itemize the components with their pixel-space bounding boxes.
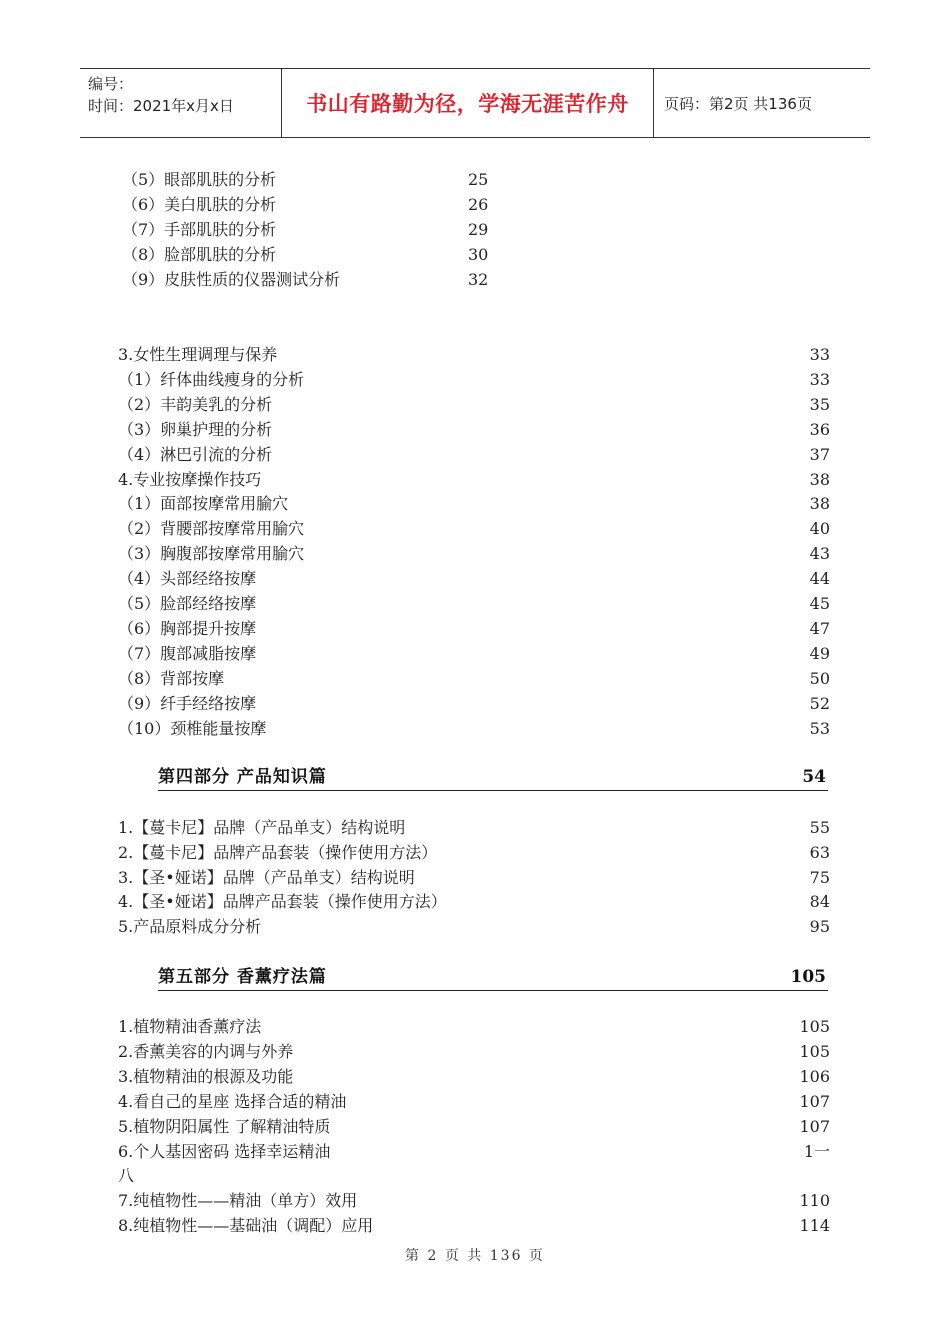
toc-entry-label: （8）背部按摩 xyxy=(118,668,225,688)
toc-entry[interactable] xyxy=(118,866,830,890)
toc-entry-label: 4.专业按摩操作技巧 xyxy=(118,469,262,489)
toc-entry-label: 8.纯植物性——基础油（调配）应用 xyxy=(118,1216,374,1236)
toc-entry-label: 八 xyxy=(118,1166,135,1186)
section-title: 第五部分 香薰疗法篇 xyxy=(158,967,327,987)
toc-entry-page: 50 xyxy=(809,668,830,688)
toc-entry-page: 84 xyxy=(809,892,830,912)
toc-entry-page: 40 xyxy=(809,519,830,539)
toc-entry-label: （3）胸腹部按摩常用腧穴 xyxy=(118,544,305,564)
toc-entry[interactable] xyxy=(122,243,830,267)
toc-entry-page: 36 xyxy=(809,419,830,439)
toc-entry[interactable] xyxy=(118,1040,830,1064)
toc-entry-label: （6）胸部提升按摩 xyxy=(118,618,257,638)
document-date: 时间：2021年x月x日 xyxy=(88,97,234,115)
toc-entry-label: 1.植物精油香薰疗法 xyxy=(118,1017,262,1036)
section-heading-part4[interactable] xyxy=(158,764,828,791)
toc-entry[interactable] xyxy=(118,1140,830,1164)
toc-entry-label: （2）丰韵美乳的分析 xyxy=(118,394,273,414)
toc-entry-label: 3.女性生理调理与保养 xyxy=(118,345,278,364)
toc-entry[interactable] xyxy=(118,1090,830,1114)
toc-entry[interactable] xyxy=(118,567,830,591)
toc-entry-label: 2.【蔓卡尼】品牌产品套装（操作使用方法） xyxy=(118,842,438,862)
toc-entry-page: 30 xyxy=(468,245,489,264)
toc-entry-label: （2）背腰部按摩常用腧穴 xyxy=(118,519,305,539)
toc-entry[interactable] xyxy=(118,592,830,616)
toc-entry-label: （4）淋巴引流的分析 xyxy=(118,444,273,464)
toc-entry-label: （7）手部肌肤的分析 xyxy=(122,220,277,239)
toc-entry-label: （6）美白肌肤的分析 xyxy=(122,195,277,214)
toc-entry-page: 45 xyxy=(809,594,830,613)
toc-entry-label: 3.【圣•娅诺】品牌（产品单支）结构说明 xyxy=(118,867,415,887)
toc-entry[interactable] xyxy=(118,468,830,492)
toc-entry-label: 7.纯植物性——精油（单方）效用 xyxy=(118,1191,358,1211)
toc-entry-page: 114 xyxy=(799,1216,830,1236)
page-header xyxy=(80,68,870,138)
toc-entry[interactable] xyxy=(118,642,830,666)
toc-entry-page: 107 xyxy=(799,1091,830,1111)
toc-entry-page: 43 xyxy=(809,544,830,564)
section-heading-part5[interactable] xyxy=(158,964,828,991)
toc-entry-page: 75 xyxy=(809,867,830,887)
toc-entry[interactable] xyxy=(118,492,830,516)
toc-entry-label: （8）脸部肌肤的分析 xyxy=(122,245,277,264)
toc-entry[interactable] xyxy=(118,1065,830,1089)
toc-entry-label: （5）脸部经络按摩 xyxy=(118,594,257,613)
toc-entry-label: 5.产品原料成分分析 xyxy=(118,917,262,937)
toc-entry[interactable] xyxy=(118,418,830,442)
toc-entry-page: 1一 xyxy=(803,1141,830,1161)
toc-entry[interactable] xyxy=(122,268,830,292)
toc-entry[interactable] xyxy=(118,1214,830,1238)
toc-entry[interactable] xyxy=(118,1015,830,1039)
page-footer: 第 2 页 共 136 页 xyxy=(405,1248,545,1264)
toc-entry-label: 5.植物阴阳属性 了解精油特质 xyxy=(118,1116,331,1136)
toc-entry-page: 105 xyxy=(799,1017,830,1036)
toc-entry[interactable] xyxy=(118,1189,830,1213)
toc-entry-page: 33 xyxy=(809,369,830,389)
toc-entry[interactable] xyxy=(118,841,830,865)
toc-entry[interactable] xyxy=(118,617,830,641)
toc-entry[interactable] xyxy=(122,193,830,217)
toc-entry[interactable] xyxy=(118,890,830,914)
header-motto: 书山有路勤为径，学海无涯苦作舟 xyxy=(282,69,654,137)
toc-entry-page: 110 xyxy=(799,1191,830,1211)
toc-entry[interactable] xyxy=(118,542,830,566)
toc-entry-page: 37 xyxy=(809,444,830,464)
toc-entry[interactable] xyxy=(118,1115,830,1139)
toc-entry-page: 106 xyxy=(799,1066,830,1086)
document-number-label: 编号： xyxy=(88,75,134,93)
toc-entry[interactable] xyxy=(118,368,830,392)
toc-entry-label: 2.香薰美容的内调与外养 xyxy=(118,1041,294,1061)
toc-entry-page: 49 xyxy=(809,643,830,663)
toc-entry-page: 35 xyxy=(809,394,830,414)
toc-entry[interactable] xyxy=(118,1164,830,1188)
toc-entry-label: 1.【蔓卡尼】品牌（产品单支）结构说明 xyxy=(118,818,406,837)
toc-entry-page: 107 xyxy=(799,1116,830,1136)
toc-entry-page: 47 xyxy=(809,618,830,638)
toc-entry-page: 38 xyxy=(809,494,830,514)
toc-entry-label: （10）颈椎能量按摩 xyxy=(118,718,267,738)
toc-entry-page: 55 xyxy=(809,818,830,837)
toc-entry-page: 44 xyxy=(809,569,830,589)
toc-entry-label: （9）皮肤性质的仪器测试分析 xyxy=(122,270,341,289)
toc-entry-label: （9）纤手经络按摩 xyxy=(118,693,257,713)
section-title: 第四部分 产品知识篇 xyxy=(158,767,327,787)
toc-entry[interactable] xyxy=(118,717,830,741)
toc-entry[interactable] xyxy=(118,915,830,939)
toc-entry-page: 25 xyxy=(468,170,489,189)
toc-entry-label: 4.【圣•娅诺】品牌产品套装（操作使用方法） xyxy=(118,892,447,912)
toc-entry-page: 105 xyxy=(799,1041,830,1061)
header-page-info: 页码：第2页 共136页 xyxy=(664,94,812,113)
toc-entry-label: （1）纤体曲线瘦身的分析 xyxy=(118,369,305,389)
toc-entry-page: 63 xyxy=(809,842,830,862)
toc-entry-label: （1）面部按摩常用腧穴 xyxy=(118,494,289,514)
toc-entry-page: 53 xyxy=(809,718,830,738)
toc-entry-page: 32 xyxy=(468,270,489,289)
toc-entry-label: （4）头部经络按摩 xyxy=(118,569,257,589)
toc-entry-label: （5）眼部肌肤的分析 xyxy=(122,170,277,189)
toc-entry[interactable] xyxy=(122,168,830,192)
toc-entry[interactable] xyxy=(118,517,830,541)
toc-entry-label: （3）卵巢护理的分析 xyxy=(118,419,273,439)
header-meta xyxy=(80,69,282,137)
toc-entry[interactable] xyxy=(122,218,830,242)
section-page-number: 105 xyxy=(790,967,826,987)
toc-entry[interactable] xyxy=(118,343,830,367)
toc-entry[interactable] xyxy=(118,667,830,691)
toc-entry-page: 95 xyxy=(809,917,830,937)
toc-entry[interactable] xyxy=(118,393,830,417)
toc-entry-page: 38 xyxy=(809,469,830,489)
toc-entry-page: 33 xyxy=(809,345,830,364)
toc-entry-label: 6.个人基因密码 选择幸运精油 xyxy=(118,1141,331,1161)
toc-entry-page: 26 xyxy=(468,195,489,214)
toc-entry[interactable] xyxy=(118,443,830,467)
section-page-number: 54 xyxy=(802,767,826,787)
toc-entry-label: （7）腹部减脂按摩 xyxy=(118,643,257,663)
toc-entry[interactable] xyxy=(118,816,830,840)
toc-entry[interactable] xyxy=(118,692,830,716)
toc-entry-page: 29 xyxy=(468,220,489,239)
toc-entry-page: 52 xyxy=(809,693,830,713)
toc-entry-label: 4.看自己的星座 选择合适的精油 xyxy=(118,1091,347,1111)
toc-entry-label: 3.植物精油的根源及功能 xyxy=(118,1066,294,1086)
